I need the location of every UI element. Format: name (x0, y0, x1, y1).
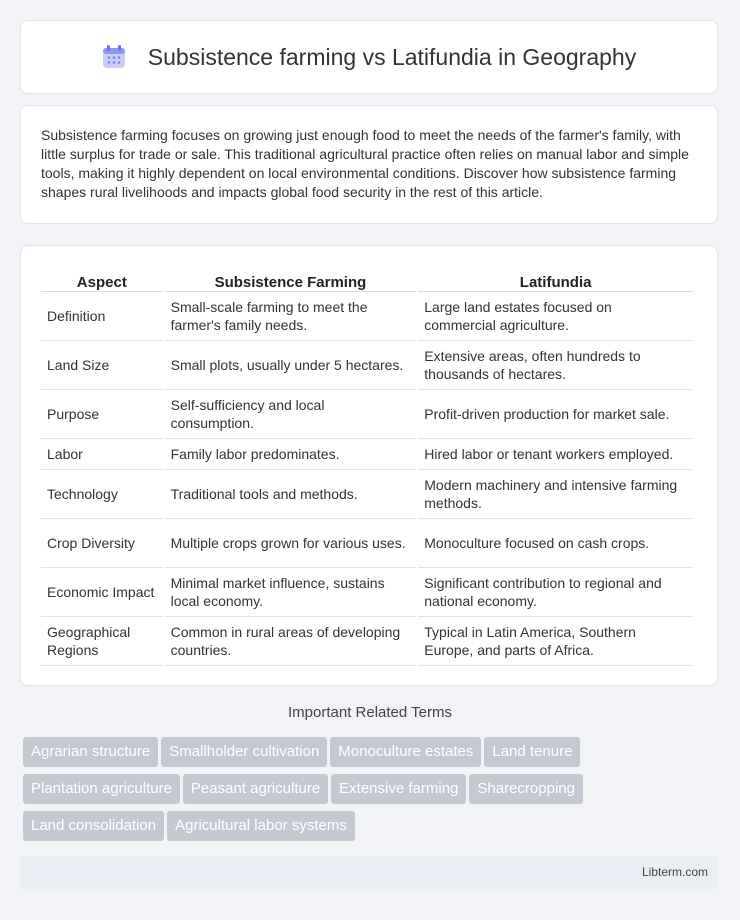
related-term-tag[interactable]: Monoculture estates (330, 737, 481, 767)
calendar-icon (102, 45, 126, 69)
table-cell: Labor (41, 439, 163, 470)
table-cell: Modern machinery and intensive farming methods. (418, 470, 693, 519)
table-row (41, 519, 693, 568)
comparison-table (39, 265, 695, 666)
related-terms-heading: Important Related Terms (288, 704, 452, 721)
table-cell: Minimal market influence, sustains local economy. (165, 568, 417, 617)
table-cell: Hired labor or tenant workers employed. (418, 439, 693, 470)
table-cell: Typical in Latin America, Southern Europe, and parts of Africa. (418, 617, 693, 666)
table-row (41, 292, 693, 341)
table-cell: Multiple crops grown for various uses. (165, 519, 417, 568)
table-cell: Geographical Regions (41, 617, 163, 666)
table-cell: Common in rural areas of developing countries. (165, 617, 417, 666)
table-cell: Self-sufficiency and local consumption. (165, 390, 417, 439)
table-cell: Purpose (41, 390, 163, 439)
table-cell: Land Size (41, 341, 163, 390)
table-cell: Economic Impact (41, 568, 163, 617)
related-term-tag[interactable]: Agricultural labor systems (167, 811, 355, 841)
table-cell: Crop Diversity (41, 519, 163, 568)
table-cell: Traditional tools and methods. (165, 470, 417, 519)
table-cell: Extensive areas, often hundreds to thousands of hectares. (418, 341, 693, 390)
comparison-card (20, 245, 718, 686)
related-term-tag[interactable]: Agrarian structure (23, 737, 158, 767)
related-term-tag[interactable]: Plantation agriculture (23, 774, 180, 804)
table-cell: Family labor predominates. (165, 439, 417, 470)
table-row (41, 390, 693, 439)
header-subsistence: Subsistence Farming (165, 265, 417, 292)
table-row (41, 568, 693, 617)
intro-card (20, 105, 718, 224)
footer-site-link[interactable]: Libterm.com (641, 865, 708, 879)
table-cell: Technology (41, 470, 163, 519)
table-cell: Profit-driven production for market sale. (418, 390, 693, 439)
table-cell: Small plots, usually under 5 hectares. (165, 341, 417, 390)
table-cell: Definition (41, 292, 163, 341)
header-aspect: Aspect (41, 265, 163, 292)
table-row (41, 617, 693, 666)
related-term-tag[interactable]: Smallholder cultivation (161, 737, 327, 767)
footer (20, 856, 718, 889)
title-card (20, 20, 718, 94)
related-term-tag[interactable]: Sharecropping (469, 774, 583, 804)
related-terms-list (23, 737, 723, 848)
header-latifundia: Latifundia (418, 265, 693, 292)
table-cell: Monoculture focused on cash crops. (418, 519, 693, 568)
table-cell: Large land estates focused on commercial agriculture. (418, 292, 693, 341)
table-cell: Significant contribution to regional and national economy. (418, 568, 693, 617)
related-term-tag[interactable]: Peasant agriculture (183, 774, 328, 804)
table-row (41, 439, 693, 470)
intro-text: Subsistence farming focuses on growing just enough food to meet the needs of the farmer's family, with little surplus for trade or sale. This traditional agricultural practice often relies on manual labor and simple tools, making it highly dependent on local environmental conditions. Discover how subsistence farming shapes rural livelihoods and impacts global food security in the rest of this article. (41, 127, 689, 200)
related-term-tag[interactable]: Land consolidation (23, 811, 164, 841)
table-row (41, 470, 693, 519)
page-title: Subsistence farming vs Latifundia in Geography (147, 43, 637, 70)
table-cell: Small-scale farming to meet the farmer's family needs. (165, 292, 417, 341)
table-row (41, 341, 693, 390)
related-term-tag[interactable]: Extensive farming (331, 774, 466, 804)
related-term-tag[interactable]: Land tenure (484, 737, 580, 767)
